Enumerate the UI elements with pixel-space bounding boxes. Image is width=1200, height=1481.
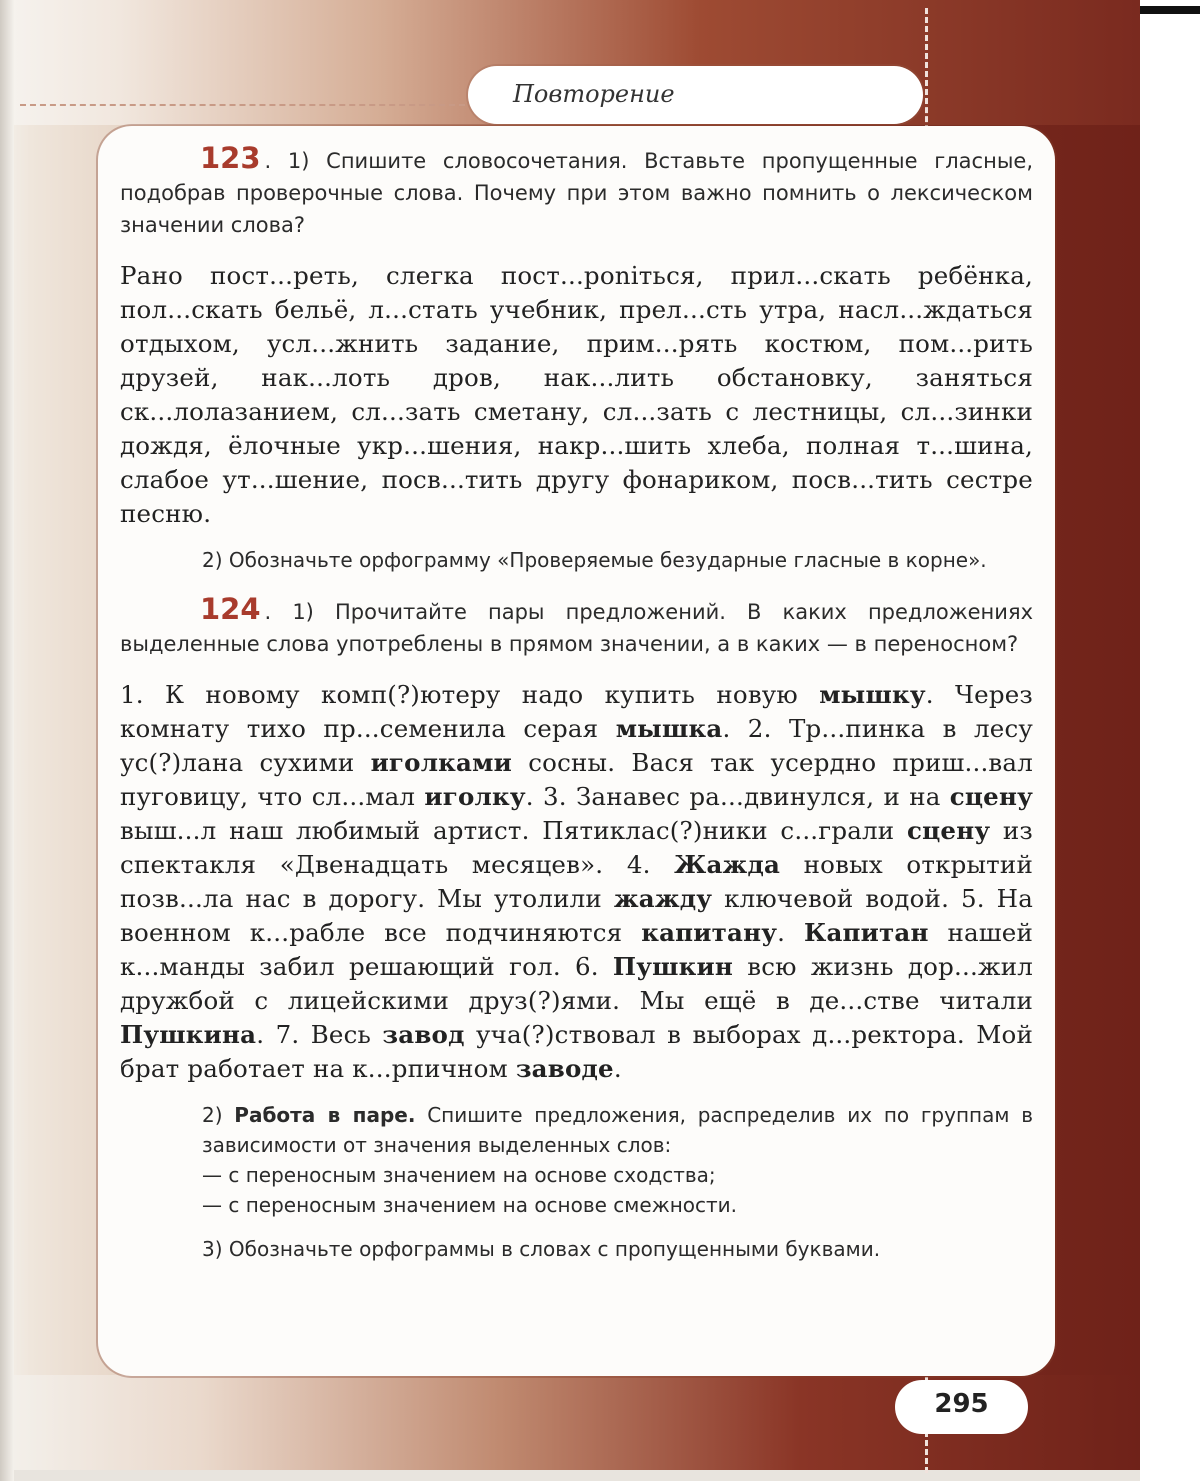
task-124-part3: 3) Обозначьте орфограммы в словах с пропущенными буквами. (202, 1237, 881, 1261)
highlighted-word: заводе (515, 1054, 614, 1083)
page-number: 295 (934, 1389, 989, 1419)
task-124-instruction (120, 593, 1033, 660)
task-instruction-text: . 1) Прочитайте пары предложений. В каких предложениях выделенные слова употреблены в прямом значении, а в каких — в переносном? (120, 600, 1033, 656)
highlighted-word: иголку (424, 782, 526, 811)
highlighted-word: Пушкин (612, 952, 734, 981)
section-title: Повторение (513, 80, 675, 108)
text-run: сосны. Вася так усердно приш...вал пуговицу, что сл...мал (120, 748, 1033, 811)
highlighted-word: Жажда (674, 850, 781, 879)
text-run: . 7. Весь (256, 1020, 383, 1049)
highlighted-word: мышку (819, 680, 926, 709)
part-bold-label: Работа в паре. (234, 1103, 416, 1127)
highlighted-word: сцену (906, 816, 991, 845)
text-run: . (613, 1054, 622, 1083)
list-item: — с переносным значением на основе смежности. (202, 1193, 738, 1217)
task-123-instruction (120, 142, 1033, 241)
section-header (468, 66, 923, 124)
highlighted-word: Пушкина (120, 1020, 257, 1049)
page-number-badge (895, 1380, 1028, 1434)
book-spine-edge (0, 0, 14, 1481)
highlighted-word: капитану (641, 918, 778, 947)
task-124-text (120, 678, 1033, 1086)
highlighted-word: иголками (370, 748, 512, 777)
text-run: выш...л наш любимый артист. Пятиклас(?)ники с...грали (120, 816, 907, 845)
text-run: из спектакля «Двенадцать месяцев». 4. (120, 816, 1033, 879)
page-edge (1140, 0, 1200, 1481)
text-run: уча(?)ствовал в выборах д...ректора. Мой брат работает на к...рпичном (120, 1020, 1033, 1083)
text-run: . 2. Тр...пинка в лесу ус(?)лана сухими (120, 714, 1033, 777)
highlighted-word: Капитан (803, 918, 929, 947)
text-run: 1. К новому комп(?)ютеру надо купить новую (120, 680, 820, 709)
task-instruction-text: . 1) Спишите словосочетания. Вставьте пропущенные гласные, подобрав проверочные слова. Почему при этом важно помнить о лексическом значении слова? (120, 149, 1033, 237)
text-run: нашей к...манды забил решающий гол. 6. (120, 918, 1034, 981)
task-number: 123 (200, 141, 261, 175)
highlighted-word: сцену (949, 782, 1033, 811)
part-label: 2) (202, 1103, 235, 1127)
task-123-text: Рано пост...реть, слегка пост...роniться, прил...скать ребёнка, пол...скать бельё, л...стать учебник, прел...сть утра, насл...ждаться отдыхом, усл...жнить задание, прим...рять костюм, пом...рить друзей, нак...лоть дров, нак...лить обстановку, заняться ск...лолазанием, сл...зать сметану, сл...зать с лестницы, сл...зинки дождя, ёлочные укр...шения, накр...шить хлеба, полная т...шина, слабое ут...шение, посв...тить другу фонариком, посв...тить сестре песню. (120, 261, 1033, 528)
task-number: 124 (200, 592, 261, 626)
task-124-part2 (202, 1100, 1033, 1220)
text-run: . 3. Занавес ра...двинулся, и на (525, 782, 950, 811)
highlighted-word: завод (382, 1020, 465, 1049)
text-run: . Через комнату тихо пр...семенила серая (120, 680, 1033, 743)
text-run: всю жизнь дор...жил дружбой с лицейскими друз(?)ями. Мы ещё в де...стве читали (120, 952, 1033, 1015)
highlighted-word: мышка (615, 714, 723, 743)
part-text: Спишите предложения, распределив их по группам в зависимости от значения выделенных слов: (202, 1103, 1033, 1157)
text-run: ключевой водой. 5. На военном к...рабле все подчиняются (120, 884, 1033, 947)
list-item: — с переносным значением на основе сходства; (202, 1163, 716, 1187)
text-run: . (777, 918, 804, 947)
text-run: новых открытий позв...ла нас в дорогу. Мы утолили (120, 850, 1033, 913)
dashed-rule (20, 104, 475, 106)
highlighted-word: жажду (613, 884, 713, 913)
content-panel (98, 126, 1055, 1376)
task-123-part2: 2) Обозначьте орфограмму «Проверяемые безударные гласные в корне». (202, 548, 987, 572)
